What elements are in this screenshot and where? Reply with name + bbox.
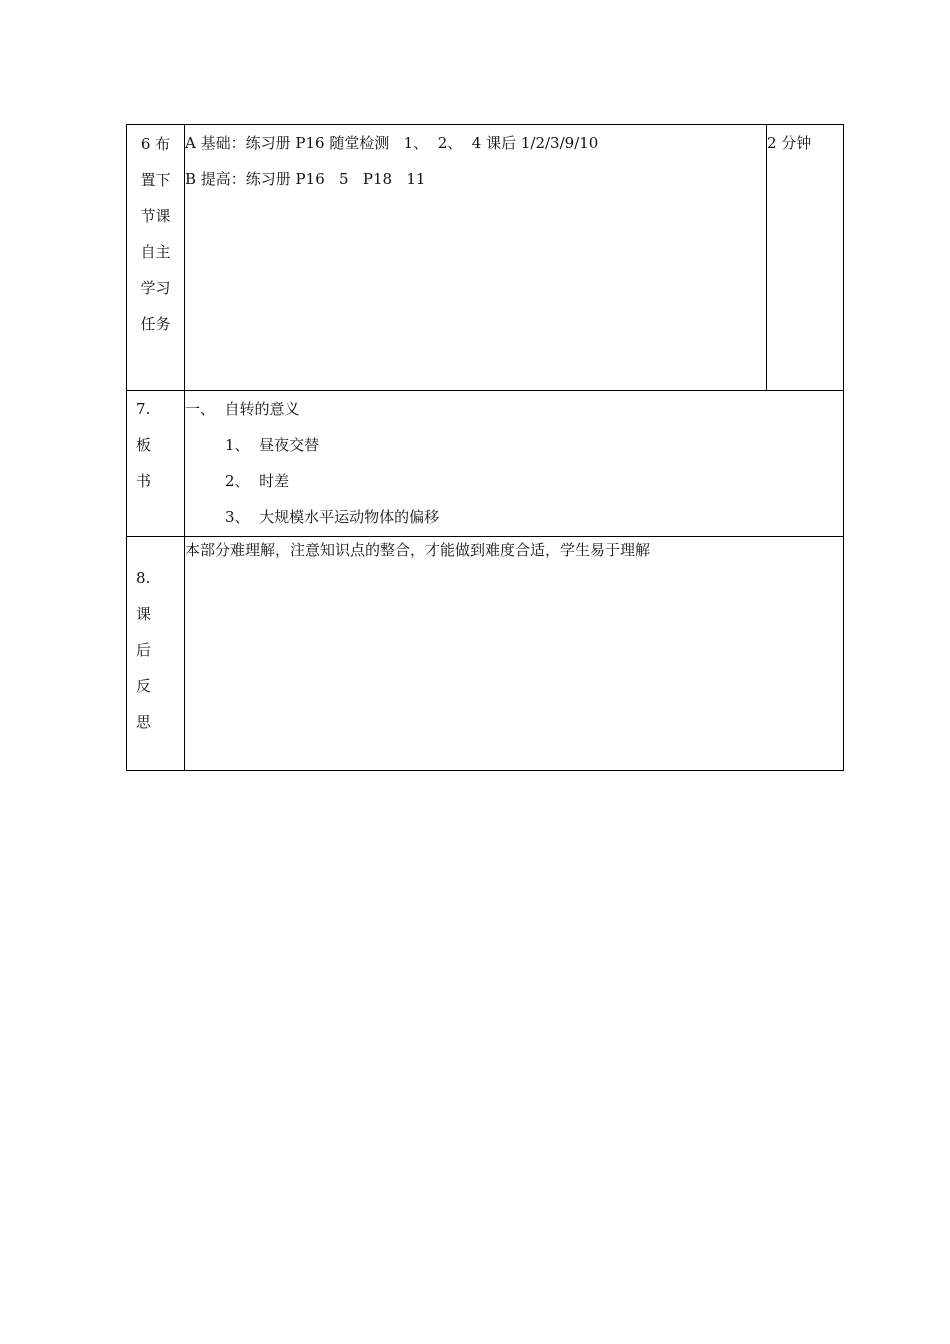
- blackboard-item: 1、 昼夜交替: [225, 436, 320, 454]
- time-value: 2 分钟: [767, 134, 812, 152]
- row-assignment-label: [127, 125, 185, 391]
- row-reflection-label: [127, 537, 185, 771]
- label-line: 后: [136, 641, 152, 659]
- row-blackboard-label: [127, 391, 185, 537]
- label-line: 学习: [140, 279, 171, 297]
- assignment-basic: A 基础：练习册 P16 随堂检测 1、 2、 4 课后 1/2/3/9/10: [185, 134, 599, 152]
- reflection-text: 本部分难理解，注意知识点的整合，才能做到难度合适，学生易于理解: [185, 541, 651, 559]
- label-line: 自主: [140, 243, 171, 261]
- label-line: 6 布: [140, 135, 171, 153]
- blackboard-item: 3、 大规模水平运动物体的偏移: [225, 508, 440, 526]
- label-line: 节课: [140, 207, 171, 225]
- row-blackboard-content: [185, 391, 844, 537]
- blackboard-heading: 一、 自转的意义: [185, 400, 300, 418]
- label-line: 书: [136, 472, 152, 490]
- row-reflection: [127, 537, 844, 771]
- blackboard-item: 2、 时差: [225, 472, 290, 490]
- row-assignment: [127, 125, 844, 391]
- label-line: 置下: [140, 171, 171, 189]
- label-line: 8.: [136, 569, 151, 587]
- lesson-plan-table: [126, 124, 844, 771]
- assignment-advanced: B 提高：练习册 P16 5 P18 11: [185, 170, 426, 188]
- row-reflection-content: [185, 537, 844, 771]
- label-line: 任务: [140, 315, 171, 333]
- row-assignment-content: [185, 125, 767, 391]
- row-assignment-time: [767, 125, 844, 391]
- row-blackboard: [127, 391, 844, 537]
- label-line: 反: [136, 677, 152, 695]
- label-line: 7.: [136, 400, 151, 418]
- label-line: 课: [136, 605, 152, 623]
- label-line: 思: [136, 713, 152, 731]
- label-line: 板: [136, 436, 152, 454]
